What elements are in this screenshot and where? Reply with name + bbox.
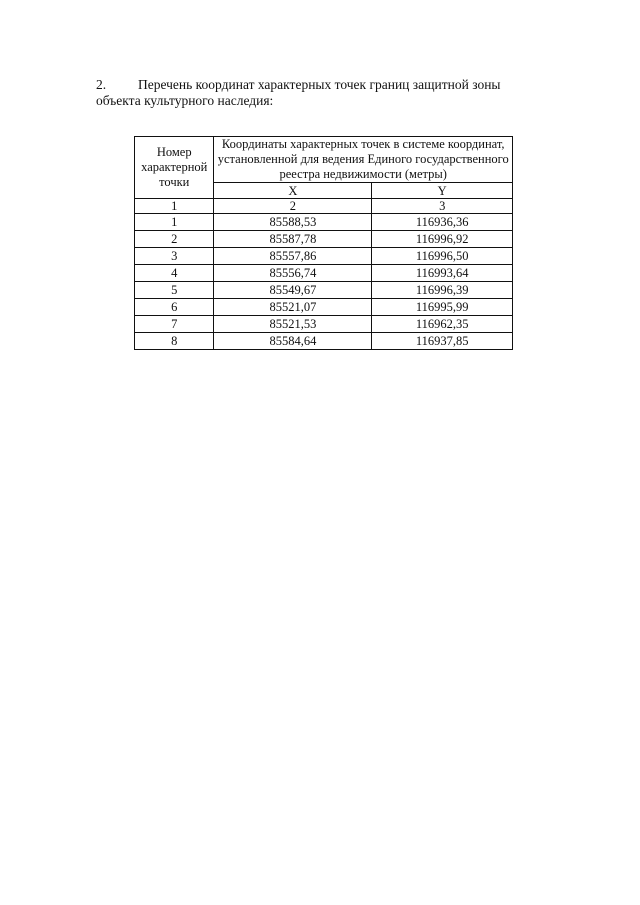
point-number: 1 xyxy=(135,214,214,231)
header-coordinates: Координаты характерных точек в системе координат, установленной для ведения Единого государственного реестра недвижимости (метры) xyxy=(214,137,513,183)
table-row xyxy=(135,282,513,299)
y-coordinate: 116962,35 xyxy=(372,316,513,333)
column-index-1: 1 xyxy=(135,199,214,214)
point-number: 2 xyxy=(135,231,214,248)
table-row xyxy=(135,299,513,316)
section-text: Перечень координат характерных точек границ защитной зоны объекта культурного наследия: xyxy=(96,77,501,108)
table-row xyxy=(135,265,513,282)
x-coordinate: 85588,53 xyxy=(214,214,372,231)
x-coordinate: 85557,86 xyxy=(214,248,372,265)
y-coordinate: 116996,50 xyxy=(372,248,513,265)
y-coordinate: 116993,64 xyxy=(372,265,513,282)
x-coordinate: 85556,74 xyxy=(214,265,372,282)
point-number: 8 xyxy=(135,333,214,350)
point-number: 6 xyxy=(135,299,214,316)
x-coordinate: 85521,07 xyxy=(214,299,372,316)
section-heading xyxy=(96,77,546,109)
x-coordinate: 85584,64 xyxy=(214,333,372,350)
table-row xyxy=(135,214,513,231)
header-point-number: Номер характерной точки xyxy=(135,137,214,199)
table-row xyxy=(135,333,513,350)
y-coordinate: 116936,36 xyxy=(372,214,513,231)
x-coordinate: 85521,53 xyxy=(214,316,372,333)
header-y: Y xyxy=(372,183,513,199)
table-row xyxy=(135,248,513,265)
column-index-2: 2 xyxy=(214,199,372,214)
point-number: 4 xyxy=(135,265,214,282)
point-number: 5 xyxy=(135,282,214,299)
coordinates-table xyxy=(134,136,513,350)
table-column-index-row xyxy=(135,199,513,214)
x-coordinate: 85549,67 xyxy=(214,282,372,299)
table-header-row xyxy=(135,137,513,183)
y-coordinate: 116937,85 xyxy=(372,333,513,350)
section-number: 2. xyxy=(96,77,107,92)
y-coordinate: 116996,39 xyxy=(372,282,513,299)
y-coordinate: 116995,99 xyxy=(372,299,513,316)
table-row xyxy=(135,316,513,333)
header-x: X xyxy=(214,183,372,199)
point-number: 3 xyxy=(135,248,214,265)
point-number: 7 xyxy=(135,316,214,333)
x-coordinate: 85587,78 xyxy=(214,231,372,248)
table-row xyxy=(135,231,513,248)
y-coordinate: 116996,92 xyxy=(372,231,513,248)
column-index-3: 3 xyxy=(372,199,513,214)
